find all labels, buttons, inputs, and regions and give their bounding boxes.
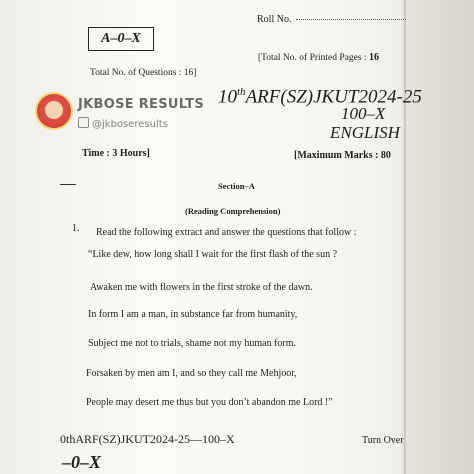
poem-line: Awaken me with flowers in the first stroke of the dawn.	[90, 282, 313, 293]
poem-line: “Like dew, how long shall I wait for the first flash of the sun ?	[88, 249, 338, 260]
roll-number-line	[296, 18, 406, 20]
poem-line: Forsaken by men am I, and so they call me Mehjoor,	[86, 368, 297, 379]
subject-code: 100–X	[341, 104, 386, 123]
maximum-marks: [Maximum Marks : 80	[294, 150, 391, 161]
question-number: 1.	[72, 223, 80, 234]
watermark-handle-text: @jkboseresults	[92, 119, 168, 130]
margin-dash	[60, 184, 76, 185]
poem-line: Subject me not to trials, shame not my human form.	[88, 338, 297, 349]
printed-pages-label: [Total No. of Printed Pages :	[258, 53, 367, 63]
time-allowed: Time : 3 Hours]	[82, 148, 150, 159]
paper-code-box: A–0–X	[88, 27, 154, 51]
page-edge	[402, 0, 474, 474]
printed-pages-value: 16	[368, 52, 379, 63]
bottom-paper-code: –0–X	[62, 452, 102, 472]
exam-code	[218, 86, 422, 108]
section-heading: Section–A	[218, 181, 255, 191]
poem-line: In form I am a man, in substance far from humanity,	[88, 309, 298, 320]
watermark-logo-icon	[35, 92, 73, 130]
footer-code: 0thARF(SZ)JKUT2024-25—100–X	[60, 432, 235, 446]
question-instruction: Read the following extract and answer the questions that follow :	[96, 227, 357, 238]
instagram-icon	[78, 117, 89, 128]
page-edge-line	[404, 0, 406, 474]
total-questions: Total No. of Questions : 16]	[90, 68, 197, 78]
roll-number-label: Roll No.	[257, 14, 292, 25]
reading-heading: (Reading Comprehension)	[185, 206, 281, 216]
watermark-title: JKBOSE RESULTS	[78, 97, 205, 112]
printed-pages	[258, 52, 379, 63]
exam-code-sup: th	[237, 86, 246, 98]
watermark-handle	[78, 117, 168, 130]
poem-line: People may desert me thus but you don’t abandon me Lord !”	[86, 397, 333, 408]
exam-code-prefix: 10	[218, 86, 237, 108]
turn-over-label: Turn Over	[362, 435, 404, 446]
exam-code-rest: ARF(SZ)JKUT2024-25	[245, 86, 422, 108]
subject-name: ENGLISH	[330, 123, 400, 142]
